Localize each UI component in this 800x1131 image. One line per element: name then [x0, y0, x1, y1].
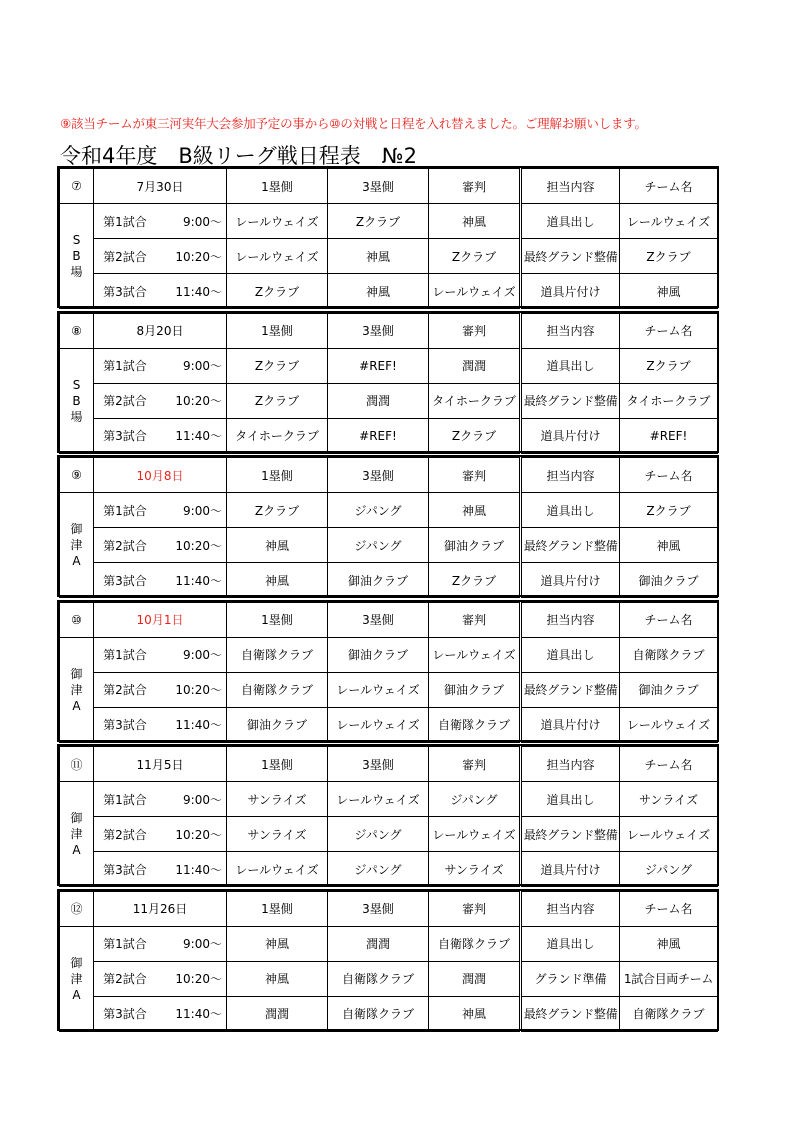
game-slot	[94, 637, 227, 672]
first-base-team: 御油クラブ	[227, 707, 328, 742]
game-slot	[94, 418, 227, 453]
header-duty: 担当内容	[521, 169, 620, 204]
round-table	[59, 457, 718, 598]
first-base-team: サンライズ	[227, 782, 328, 817]
umpire-team: ジパング	[429, 782, 521, 817]
venue-cell	[60, 204, 94, 309]
umpire-team: Zクラブ	[429, 239, 521, 274]
notice-text: ⑨該当チームが東三河実年大会参加予定の事から⑩の対戦と日程を入れ替えました。ご理解お願いします。	[60, 116, 647, 131]
venue-char: 場	[70, 265, 83, 279]
header-team: チーム名	[620, 891, 718, 926]
game-time: 11:40～	[175, 284, 222, 299]
third-base-team: 御油クラブ	[328, 637, 429, 672]
game-label: 第2試合	[103, 972, 147, 987]
round-header-row	[60, 458, 718, 493]
venue-cell	[60, 782, 94, 887]
venue-char: 御	[70, 666, 83, 681]
game-slot	[94, 996, 227, 1031]
duty-content: 最終グランド整備	[521, 528, 620, 563]
round-date: 10月1日	[94, 602, 227, 637]
schedule-blocks	[57, 166, 719, 1034]
round-block	[57, 311, 719, 453]
round-date: 10月8日	[94, 458, 227, 493]
venue-char: 津	[70, 827, 83, 842]
duty-content: 最終グランド整備	[521, 817, 620, 852]
game-row	[60, 996, 718, 1031]
game-slot	[94, 672, 227, 707]
game-row	[60, 707, 718, 742]
third-base-team: Zクラブ	[328, 204, 429, 239]
game-slot	[94, 348, 227, 383]
header-side1: 1塁側	[227, 313, 328, 348]
round-header-row	[60, 313, 718, 348]
header-side3: 3塁側	[328, 747, 429, 782]
round-number: ⑩	[60, 602, 94, 637]
game-slot	[94, 926, 227, 961]
duty-team: Zクラブ	[620, 239, 718, 274]
umpire-team: 神風	[429, 996, 521, 1031]
umpire-team: タイホークラブ	[429, 383, 521, 418]
header-team: チーム名	[620, 602, 718, 637]
venue-char: A	[72, 843, 81, 858]
umpire-team: 御油クラブ	[429, 528, 521, 563]
game-row	[60, 926, 718, 961]
third-base-team: ジパング	[328, 852, 429, 887]
game-slot	[94, 707, 227, 742]
game-time: 11:40～	[175, 1007, 222, 1022]
game-time: 10:20～	[175, 249, 222, 264]
game-time: 9:00～	[183, 359, 222, 374]
game-label: 第1試合	[103, 792, 147, 807]
umpire-team: Zクラブ	[429, 563, 521, 598]
game-row	[60, 852, 718, 887]
duty-content: 道具出し	[521, 782, 620, 817]
duty-content: 道具出し	[521, 926, 620, 961]
third-base-team: 自衛隊クラブ	[328, 961, 429, 996]
umpire-team: 潤潤	[429, 961, 521, 996]
game-time: 11:40～	[175, 718, 222, 733]
duty-team: サンライズ	[620, 782, 718, 817]
game-time: 10:20～	[175, 683, 222, 698]
venue-char: 場	[70, 409, 83, 424]
duty-team: 御油クラブ	[620, 672, 718, 707]
header-duty: 担当内容	[521, 313, 620, 348]
first-base-team: Zクラブ	[227, 348, 328, 383]
header-umpire: 審判	[429, 313, 521, 348]
round-table	[59, 891, 718, 1032]
header-side1: 1塁側	[227, 169, 328, 204]
duty-content: グランド準備	[521, 961, 620, 996]
venue-char: 御	[70, 522, 83, 537]
header-side3: 3塁側	[328, 458, 429, 493]
round-number: ⑨	[60, 458, 94, 493]
first-base-team: タイホークラブ	[227, 418, 328, 453]
game-slot	[94, 528, 227, 563]
third-base-team: ジパング	[328, 817, 429, 852]
game-label: 第1試合	[103, 937, 147, 952]
round-table	[59, 746, 718, 887]
page-title: 令和4年度 B級リーグ戦日程表 №2	[60, 144, 417, 168]
third-base-team: ジパング	[328, 493, 429, 528]
third-base-team: 自衛隊クラブ	[328, 996, 429, 1031]
third-base-team: レールウェイズ	[328, 782, 429, 817]
game-row	[60, 383, 718, 418]
round-table	[59, 168, 718, 309]
header-side3: 3塁側	[328, 169, 429, 204]
game-label: 第1試合	[103, 359, 147, 374]
header-team: チーム名	[620, 747, 718, 782]
game-row	[60, 274, 718, 309]
first-base-team: Zクラブ	[227, 493, 328, 528]
header-team: チーム名	[620, 313, 718, 348]
umpire-team: サンライズ	[429, 852, 521, 887]
duty-content: 最終グランド整備	[521, 996, 620, 1031]
header-side1: 1塁側	[227, 602, 328, 637]
umpire-team: 自衛隊クラブ	[429, 707, 521, 742]
venue-char: 津	[70, 971, 83, 986]
first-base-team: 神風	[227, 563, 328, 598]
game-row	[60, 817, 718, 852]
header-team: チーム名	[620, 169, 718, 204]
game-row	[60, 493, 718, 528]
duty-team: #REF!	[620, 418, 718, 453]
header-duty: 担当内容	[521, 747, 620, 782]
third-base-team: #REF!	[328, 348, 429, 383]
umpire-team: 神風	[429, 204, 521, 239]
header-side3: 3塁側	[328, 313, 429, 348]
round-number: ⑧	[60, 313, 94, 348]
round-date: 8月20日	[94, 313, 227, 348]
game-time: 11:40～	[175, 573, 222, 588]
game-time: 11:40～	[175, 862, 222, 877]
venue-char: 御	[70, 955, 83, 970]
header-umpire: 審判	[429, 458, 521, 493]
round-block	[57, 455, 719, 597]
game-time: 10:20～	[175, 827, 222, 842]
game-slot	[94, 817, 227, 852]
third-base-team: 神風	[328, 274, 429, 309]
round-number: ⑪	[60, 747, 94, 782]
duty-team: レールウェイズ	[620, 204, 718, 239]
venue-cell	[60, 926, 94, 1031]
duty-team: Zクラブ	[620, 493, 718, 528]
round-date: 11月5日	[94, 747, 227, 782]
game-label: 第3試合	[103, 718, 147, 733]
game-label: 第1試合	[103, 214, 147, 229]
first-base-team: 神風	[227, 926, 328, 961]
venue-char: 津	[70, 538, 83, 553]
header-duty: 担当内容	[521, 891, 620, 926]
game-row	[60, 563, 718, 598]
first-base-team: 自衛隊クラブ	[227, 637, 328, 672]
third-base-team: 御油クラブ	[328, 563, 429, 598]
first-base-team: 神風	[227, 528, 328, 563]
duty-team: ジパング	[620, 852, 718, 887]
venue-char: 津	[70, 682, 83, 697]
duty-team: 神風	[620, 528, 718, 563]
header-side1: 1塁側	[227, 747, 328, 782]
game-row	[60, 528, 718, 563]
duty-content: 道具出し	[521, 637, 620, 672]
venue-cell	[60, 493, 94, 598]
game-row	[60, 672, 718, 707]
game-row	[60, 418, 718, 453]
first-base-team: 自衛隊クラブ	[227, 672, 328, 707]
game-row	[60, 961, 718, 996]
duty-content: 道具出し	[521, 204, 620, 239]
game-label: 第2試合	[103, 249, 147, 264]
umpire-team: レールウェイズ	[429, 274, 521, 309]
duty-content: 最終グランド整備	[521, 672, 620, 707]
game-row	[60, 348, 718, 383]
game-time: 11:40～	[175, 429, 222, 444]
game-label: 第1試合	[103, 648, 147, 663]
round-date: 11月26日	[94, 891, 227, 926]
first-base-team: サンライズ	[227, 817, 328, 852]
header-umpire: 審判	[429, 169, 521, 204]
first-base-team: Zクラブ	[227, 383, 328, 418]
game-time: 9:00～	[183, 648, 222, 663]
game-row	[60, 782, 718, 817]
first-base-team: レールウェイズ	[227, 852, 328, 887]
game-slot	[94, 961, 227, 996]
duty-team: 1試合目両チーム	[620, 961, 718, 996]
venue-char: B	[72, 249, 81, 263]
game-label: 第2試合	[103, 683, 147, 698]
round-header-row	[60, 747, 718, 782]
umpire-team: レールウェイズ	[429, 637, 521, 672]
round-block	[57, 744, 719, 886]
venue-char: 御	[70, 811, 83, 826]
venue-cell	[60, 348, 94, 453]
first-base-team: 神風	[227, 961, 328, 996]
game-label: 第3試合	[103, 862, 147, 877]
game-label: 第3試合	[103, 1007, 147, 1022]
header-duty: 担当内容	[521, 602, 620, 637]
third-base-team: レールウェイズ	[328, 672, 429, 707]
third-base-team: 神風	[328, 239, 429, 274]
duty-team: レールウェイズ	[620, 707, 718, 742]
venue-char: S	[72, 377, 81, 392]
round-number: ⑫	[60, 891, 94, 926]
umpire-team: 御油クラブ	[429, 672, 521, 707]
third-base-team: #REF!	[328, 418, 429, 453]
game-label: 第3試合	[103, 573, 147, 588]
duty-content: 道具片付け	[521, 274, 620, 309]
game-slot	[94, 852, 227, 887]
round-table	[59, 602, 718, 743]
header-side1: 1塁側	[227, 891, 328, 926]
header-umpire: 審判	[429, 602, 521, 637]
game-label: 第3試合	[103, 429, 147, 444]
duty-team: 自衛隊クラブ	[620, 996, 718, 1031]
venue-char: B	[72, 393, 81, 408]
umpire-team: 潤潤	[429, 348, 521, 383]
first-base-team: レールウェイズ	[227, 204, 328, 239]
third-base-team: レールウェイズ	[328, 707, 429, 742]
round-header-row	[60, 169, 718, 204]
duty-team: 御油クラブ	[620, 563, 718, 598]
header-umpire: 審判	[429, 747, 521, 782]
game-row	[60, 637, 718, 672]
round-block	[57, 889, 719, 1031]
duty-content: 最終グランド整備	[521, 383, 620, 418]
game-slot	[94, 274, 227, 309]
game-time: 10:20～	[175, 538, 222, 553]
game-time: 9:00～	[183, 792, 222, 807]
duty-team: 神風	[620, 274, 718, 309]
round-table	[59, 313, 718, 454]
umpire-team: レールウェイズ	[429, 817, 521, 852]
umpire-team: 自衛隊クラブ	[429, 926, 521, 961]
game-slot	[94, 239, 227, 274]
first-base-team: 潤潤	[227, 996, 328, 1031]
game-row	[60, 239, 718, 274]
duty-content: 道具片付け	[521, 563, 620, 598]
game-time: 9:00～	[183, 214, 222, 229]
header-side3: 3塁側	[328, 891, 429, 926]
duty-content: 道具片付け	[521, 707, 620, 742]
venue-char: A	[72, 698, 81, 713]
game-time: 10:20～	[175, 394, 222, 409]
round-number: ⑦	[60, 169, 94, 204]
round-block	[57, 600, 719, 742]
round-date: 7月30日	[94, 169, 227, 204]
duty-team: Zクラブ	[620, 348, 718, 383]
game-row	[60, 204, 718, 239]
venue-char: S	[72, 233, 81, 247]
umpire-team: Zクラブ	[429, 418, 521, 453]
header-duty: 担当内容	[521, 458, 620, 493]
duty-content: 道具片付け	[521, 418, 620, 453]
round-header-row	[60, 602, 718, 637]
game-slot	[94, 563, 227, 598]
duty-content: 道具出し	[521, 493, 620, 528]
game-slot	[94, 383, 227, 418]
venue-char: A	[72, 554, 81, 569]
game-time: 9:00～	[183, 503, 222, 518]
game-label: 第2試合	[103, 538, 147, 553]
round-header-row	[60, 891, 718, 926]
duty-content: 道具片付け	[521, 852, 620, 887]
duty-team: 神風	[620, 926, 718, 961]
first-base-team: Zクラブ	[227, 274, 328, 309]
venue-char: A	[72, 987, 81, 1002]
duty-team: レールウェイズ	[620, 817, 718, 852]
game-time: 9:00～	[183, 937, 222, 952]
header-side3: 3塁側	[328, 602, 429, 637]
duty-content: 道具出し	[521, 348, 620, 383]
game-label: 第2試合	[103, 394, 147, 409]
venue-cell	[60, 637, 94, 742]
third-base-team: 潤潤	[328, 383, 429, 418]
third-base-team: 潤潤	[328, 926, 429, 961]
header-umpire: 審判	[429, 891, 521, 926]
round-block	[57, 166, 719, 308]
game-slot	[94, 493, 227, 528]
third-base-team: ジパング	[328, 528, 429, 563]
game-slot	[94, 204, 227, 239]
duty-team: 自衛隊クラブ	[620, 637, 718, 672]
first-base-team: レールウェイズ	[227, 239, 328, 274]
game-label: 第2試合	[103, 827, 147, 842]
header-team: チーム名	[620, 458, 718, 493]
duty-team: タイホークラブ	[620, 383, 718, 418]
header-side1: 1塁側	[227, 458, 328, 493]
game-time: 10:20～	[175, 972, 222, 987]
game-label: 第1試合	[103, 503, 147, 518]
umpire-team: 神風	[429, 493, 521, 528]
game-slot	[94, 782, 227, 817]
duty-content: 最終グランド整備	[521, 239, 620, 274]
game-label: 第3試合	[103, 284, 147, 299]
